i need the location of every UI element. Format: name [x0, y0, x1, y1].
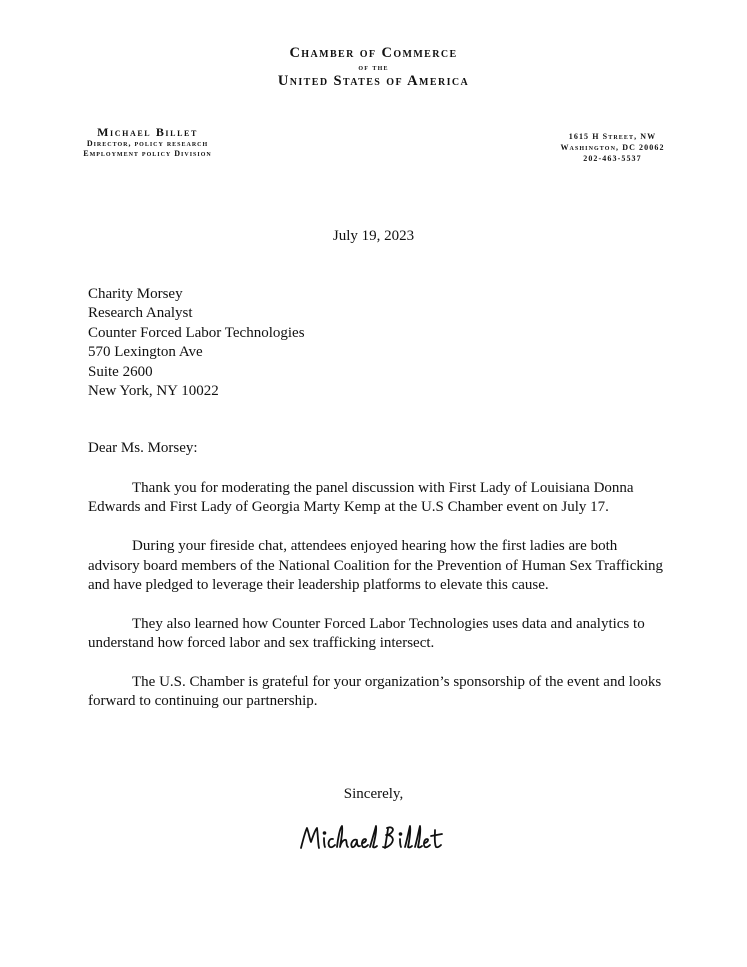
recipient-suite: Suite 2600	[88, 363, 153, 380]
body-paragraph: During your fireside chat, attendees enjoyed hearing how the first ladies are both advisory board members of the National Coalition for the Prevention of Human Sex Trafficking and have pledged to leverage their leadership platforms to elevate this cause.	[88, 538, 664, 594]
letter-body	[88, 479, 668, 731]
sender-block	[40, 125, 255, 159]
office-street: 1615 H Street, NW	[568, 132, 657, 141]
org-name-line2: of the	[358, 62, 389, 72]
org-name-line3: United States of America	[277, 73, 470, 89]
recipient-organization: Counter Forced Labor Technologies	[88, 324, 305, 341]
body-paragraph: Thank you for moderating the panel discussion with First Lady of Louisiana Donna Edwards and First Lady of Georgia Marty Kemp at the U.S Chamber event on July 17.	[88, 480, 634, 516]
org-name-line1: Chamber of Commerce	[289, 45, 458, 61]
recipient-title: Research Analyst	[88, 305, 193, 322]
letter-date: July 19, 2023	[332, 228, 415, 244]
letterhead	[0, 45, 747, 90]
sender-division: Employment policy Division	[83, 149, 212, 158]
office-address-block	[520, 131, 705, 164]
recipient-street: 570 Lexington Ave	[88, 344, 203, 361]
salutation: Dear Ms. Morsey:	[88, 440, 198, 456]
body-paragraph: The U.S. Chamber is grateful for your organization’s sponsorship of the event and looks forward to continuing our partnership.	[88, 674, 662, 710]
handwritten-signature	[297, 818, 457, 858]
body-paragraph: They also learned how Counter Forced Labor Technologies uses data and analytics to understand how forced labor and sex trafficking intersect.	[88, 615, 645, 652]
office-phone: 202-463-5537	[583, 154, 642, 163]
recipient-city: New York, NY 10022	[88, 383, 219, 400]
recipient-name: Charity Morsey	[88, 286, 183, 302]
sender-name: Michael Billet	[97, 125, 198, 139]
recipient-address	[88, 285, 305, 401]
sender-title: Director, policy research	[86, 139, 209, 148]
closing: Sincerely,	[343, 786, 404, 802]
office-city: Washington, DC 20062	[560, 143, 665, 152]
